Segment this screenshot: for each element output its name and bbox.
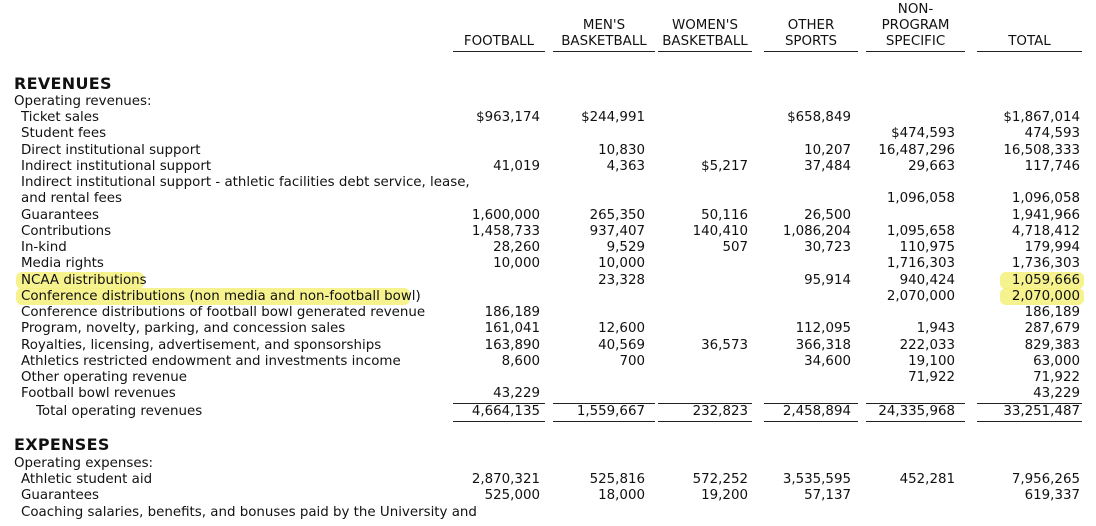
row-label: NCAA distributions	[21, 273, 147, 288]
row-label: Contributions	[21, 224, 112, 239]
row-label: Conference distributions of football bowl generated revenue	[21, 305, 426, 320]
column-header-text	[977, 34, 1082, 52]
table-row	[0, 143, 1096, 159]
total-rule	[866, 421, 965, 422]
cell-mbb: $244,991	[581, 110, 645, 125]
cell-mbb: 18,000	[598, 488, 645, 503]
table-row	[0, 159, 1096, 175]
column-header-line: OTHER	[787, 18, 835, 33]
cell-wbb: 572,252	[692, 472, 748, 487]
cell-mbb: 10,000	[598, 256, 645, 271]
row-label: Football bowl revenues	[21, 386, 176, 401]
total-rule	[658, 421, 752, 422]
operating-expenses-label: Operating expenses:	[14, 456, 154, 471]
cell-total: 829,383	[1024, 338, 1080, 353]
table-row	[0, 354, 1096, 370]
row-label: Guarantees	[21, 488, 99, 503]
cell-total: 1,096,058	[1011, 191, 1080, 206]
total-rule	[764, 421, 858, 422]
cell-wbb: 50,116	[701, 208, 748, 223]
cell-other: 1,086,204	[782, 224, 851, 239]
cell-total: 16,508,333	[1003, 143, 1080, 158]
cell-total: 1,736,303	[1011, 256, 1080, 271]
cell-football: 28,260	[493, 240, 540, 255]
cell-total: 4,718,412	[1011, 224, 1080, 239]
cell-total: 1,941,966	[1011, 208, 1080, 223]
revenues-heading: REVENUES	[14, 74, 112, 93]
row-label: Media rights	[21, 256, 104, 271]
cell-football: $963,174	[476, 110, 540, 125]
cell-mbb: 10,830	[598, 143, 645, 158]
cell-football: 1,458,733	[471, 224, 540, 239]
cell-total: 117,746	[1024, 159, 1080, 174]
cell-total: 63,000	[1033, 354, 1080, 369]
cell-nps: 1,096,058	[886, 191, 955, 206]
table-row	[0, 126, 1096, 142]
column-header-line: WOMEN'S	[672, 18, 738, 33]
table-row	[0, 488, 1096, 504]
cell-nps: 940,424	[899, 273, 955, 288]
column-header-line: TOTAL	[1008, 34, 1051, 49]
table-row	[0, 386, 1096, 402]
total-rule	[453, 421, 545, 422]
total-rule	[553, 421, 655, 422]
cell-other: 95,914	[804, 273, 851, 288]
column-header-text	[453, 34, 545, 52]
table-row	[0, 256, 1096, 272]
cell-total: 474,593	[1024, 126, 1080, 141]
cell-other: 57,137	[804, 488, 851, 503]
row-label: Conference distributions (non media and non-football bowl)	[21, 289, 421, 304]
cell-football: 525,000	[484, 488, 540, 503]
cell-football: 43,229	[493, 386, 540, 401]
table-row	[0, 472, 1096, 488]
table-row	[0, 338, 1096, 354]
cell-other: 34,600	[804, 354, 851, 369]
column-header-text	[866, 2, 965, 52]
cell-mbb: 4,363	[606, 159, 645, 174]
row-label: Indirect institutional support - athletic facilities debt service, lease,	[21, 175, 470, 190]
cell-football: 10,000	[493, 256, 540, 271]
cell-other: 2,458,894	[782, 404, 851, 419]
row-label: In-kind	[21, 240, 67, 255]
table-row	[0, 175, 1096, 191]
cell-football: 163,890	[484, 338, 540, 353]
operating-revenues-label: Operating revenues:	[14, 94, 152, 109]
cell-nps: 71,922	[908, 370, 955, 385]
row-label: Program, novelty, parking, and concession sales	[21, 321, 346, 336]
column-header-line: SPORTS	[784, 34, 838, 49]
row-label: Ticket sales	[21, 110, 99, 125]
table-row	[0, 321, 1096, 337]
column-header-nps	[866, 4, 965, 52]
row-label: and rental fees	[21, 191, 122, 206]
cell-wbb: 36,573	[701, 338, 748, 353]
cell-mbb: 265,350	[589, 208, 645, 223]
cell-other: 37,484	[804, 159, 851, 174]
column-header-text	[553, 18, 655, 52]
column-header-football	[453, 4, 545, 52]
cell-other: 366,318	[795, 338, 851, 353]
total-row	[0, 404, 1096, 420]
column-header-other	[764, 4, 858, 52]
row-label: Royalties, licensing, advertisement, and sponsorships	[21, 338, 382, 353]
cell-total: 287,679	[1024, 321, 1080, 336]
cell-nps: 452,281	[899, 472, 955, 487]
table-row	[0, 370, 1096, 386]
cell-total: 33,251,487	[1003, 404, 1080, 419]
expenses-subheading-row	[0, 456, 1096, 472]
cell-mbb: 700	[619, 354, 645, 369]
cell-nps: 110,975	[899, 240, 955, 255]
cell-wbb: $5,217	[701, 159, 748, 174]
cell-football: 8,600	[501, 354, 540, 369]
column-header-line: BASKETBALL	[561, 34, 647, 49]
table-row	[0, 505, 1096, 521]
cell-football: 186,189	[484, 305, 540, 320]
column-header-wbb	[658, 4, 752, 52]
column-header-line: PROGRAM	[881, 18, 950, 33]
cell-football: 41,019	[493, 159, 540, 174]
cell-wbb: 507	[722, 240, 748, 255]
cell-total: 619,337	[1024, 488, 1080, 503]
cell-mbb: 525,816	[589, 472, 645, 487]
row-label: Indirect institutional support	[21, 159, 212, 174]
cell-mbb: 1,559,667	[576, 404, 645, 419]
row-label: Direct institutional support	[21, 143, 201, 158]
cell-nps: 222,033	[899, 338, 955, 353]
cell-other: 26,500	[804, 208, 851, 223]
cell-nps: $474,593	[891, 126, 955, 141]
row-label: Coaching salaries, benefits, and bonuses paid by the University and	[21, 505, 477, 520]
revenues-subheading-row	[0, 94, 1096, 110]
cell-other: 3,535,595	[782, 472, 851, 487]
cell-mbb: 937,407	[589, 224, 645, 239]
column-header-line: NON-	[897, 2, 934, 17]
column-header-mbb	[553, 4, 655, 52]
column-header-text	[764, 18, 858, 52]
cell-mbb: 40,569	[598, 338, 645, 353]
cell-wbb: 140,410	[692, 224, 748, 239]
cell-nps: 1,095,658	[886, 224, 955, 239]
cell-other: 30,723	[804, 240, 851, 255]
cell-nps: 1,943	[916, 321, 955, 336]
cell-total: 43,229	[1033, 386, 1080, 401]
table-row	[0, 289, 1096, 305]
cell-nps: 19,100	[908, 354, 955, 369]
row-label: Student fees	[21, 126, 107, 141]
row-label: Other operating revenue	[21, 370, 187, 385]
table-row	[0, 110, 1096, 126]
expenses-heading: EXPENSES	[14, 435, 110, 454]
column-header-line: BASKETBALL	[662, 34, 748, 49]
cell-wbb: 232,823	[692, 404, 748, 419]
cell-total: 2,070,000	[1011, 289, 1080, 304]
cell-total: 1,059,666	[1011, 273, 1080, 288]
cell-nps: 2,070,000	[886, 289, 955, 304]
cell-nps: 24,335,968	[878, 404, 955, 419]
cell-other: 10,207	[804, 143, 851, 158]
total-rule	[977, 421, 1082, 422]
cell-mbb: 9,529	[606, 240, 645, 255]
cell-other: 112,095	[795, 321, 851, 336]
table-row	[0, 305, 1096, 321]
table-row	[0, 240, 1096, 256]
column-header-line: FOOTBALL	[463, 34, 535, 49]
cell-total: 186,189	[1024, 305, 1080, 320]
row-label: Athletics restricted endowment and investments income	[21, 354, 401, 369]
cell-total: 179,994	[1024, 240, 1080, 255]
table-row	[0, 224, 1096, 240]
cell-mbb: 23,328	[598, 273, 645, 288]
cell-total: 71,922	[1033, 370, 1080, 385]
table-row	[0, 273, 1096, 289]
cell-football: 1,600,000	[471, 208, 540, 223]
column-header-line: MEN'S	[582, 18, 626, 33]
row-label: Total operating revenues	[36, 404, 203, 419]
column-header-text	[658, 18, 752, 52]
row-label: Guarantees	[21, 208, 99, 223]
row-label: Athletic student aid	[21, 472, 153, 487]
cell-mbb: 12,600	[598, 321, 645, 336]
table-row	[0, 208, 1096, 224]
cell-other: $658,849	[787, 110, 851, 125]
cell-football: 161,041	[484, 321, 540, 336]
cell-nps: 29,663	[908, 159, 955, 174]
cell-total: $1,867,014	[1003, 110, 1080, 125]
cell-football: 4,664,135	[471, 404, 540, 419]
cell-wbb: 19,200	[701, 488, 748, 503]
cell-football: 2,870,321	[471, 472, 540, 487]
cell-nps: 16,487,296	[878, 143, 955, 158]
column-header-total	[977, 4, 1082, 52]
cell-nps: 1,716,303	[886, 256, 955, 271]
column-header-line: SPECIFIC	[885, 34, 946, 49]
cell-total: 7,956,265	[1011, 472, 1080, 487]
table-row	[0, 191, 1096, 207]
